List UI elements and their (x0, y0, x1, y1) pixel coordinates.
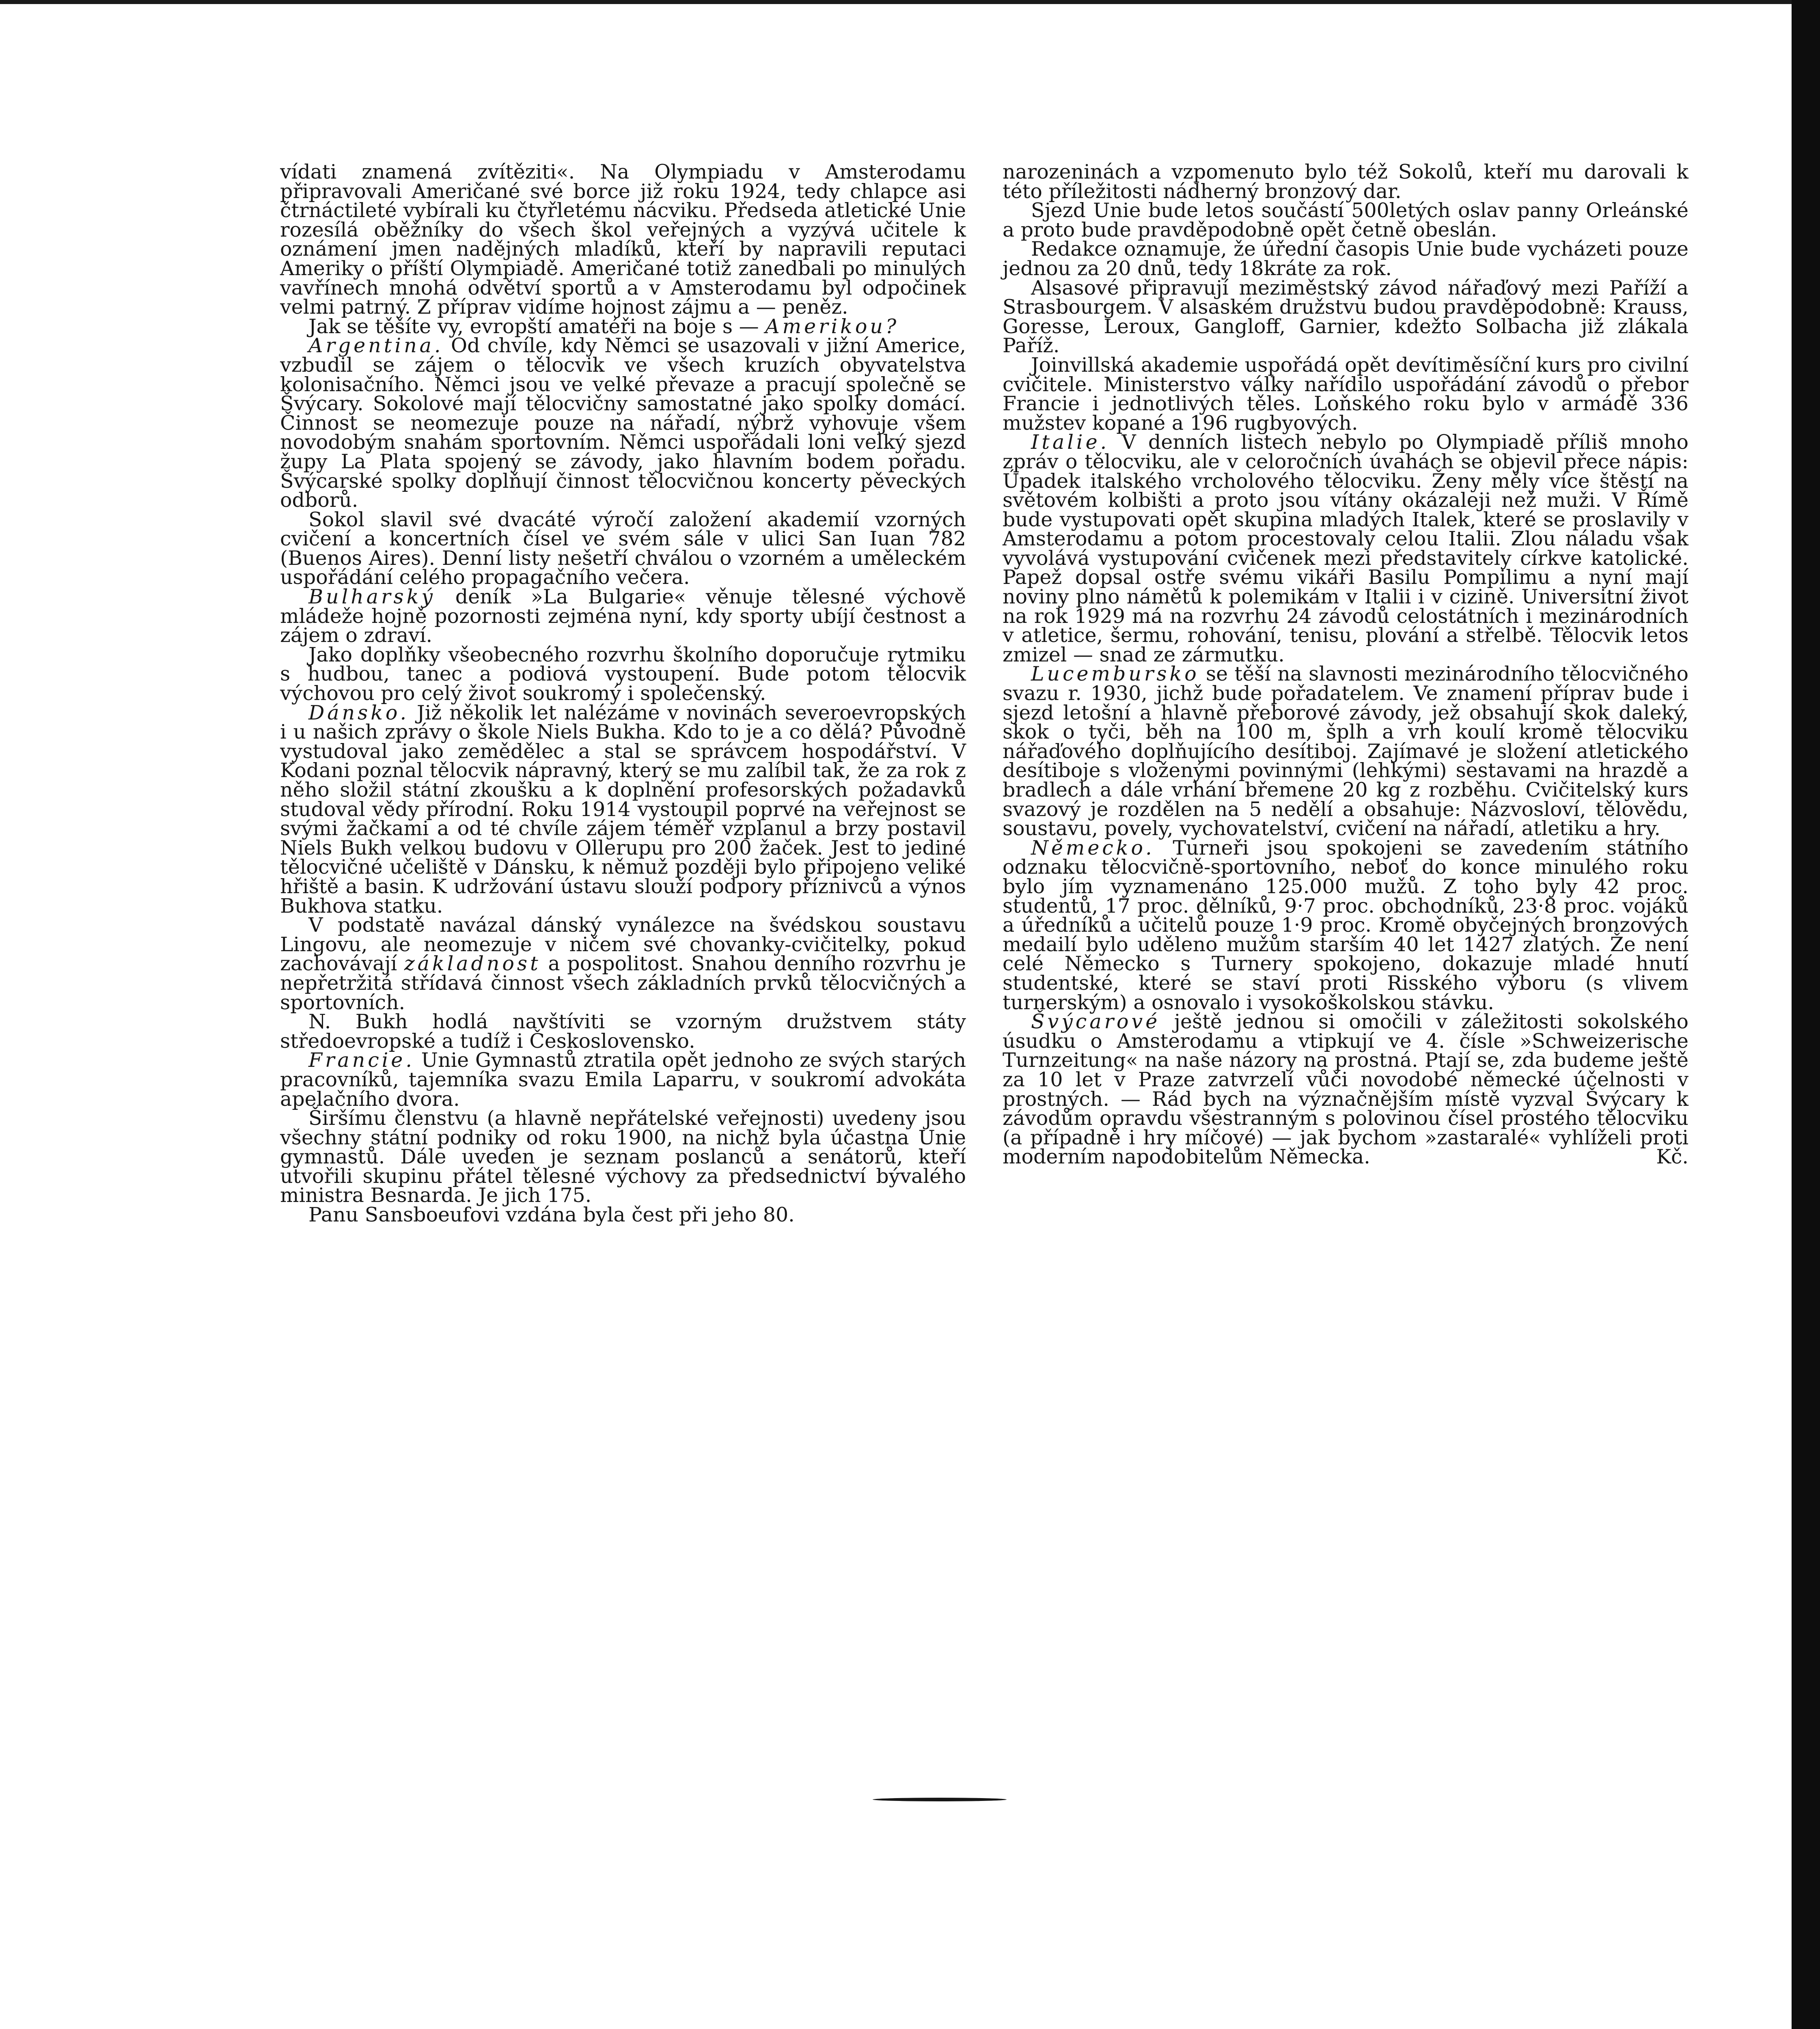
paragraph-italy: Italie. V denních listech nebylo po Olympiadě příliš mnoho zpráv o tělocviku, ale v celoročních úvahách se objevil přece nápis: Úpadek italského vrcholového tělocviku. Ženy měly více štěstí na světovém kolbišti a proto jsou vítány okázaleji než muži. V Římě bude vystupovati opět skupina mladých Italek, které se proslavily v Amsterodamu a potom procestovaly celou Italii. Zlou náladu však vyvolává vystupování cvičenek mezi představitely církve katolické. Papež dopsal ostře svému vikáři Basilu Pompilimu a nyní mají noviny plno námětů k polemikám v Italii i v cizině. Universitní život na rok 1929 má na rozvrhu 24 závodů celostátních i mezinárodních v atletice, šermu, rohování, tenisu, plování a střelbě. Tělocvik letos zmizel — snad ze zármutku. (1003, 431, 1689, 666)
section-lead: Německo. (1031, 836, 1155, 859)
paragraph: Panu Sansboeufovi vzdána byla čest při jeho 80. (308, 1203, 795, 1227)
spaced-word: základnost (404, 952, 541, 976)
section-lead: Švýcarové (1031, 1010, 1160, 1034)
paragraph: narozeninách a vzpomenuto bylo též Sokolů, kteří mu darovali k této příležitosti nádherný bronzový dar. (1003, 160, 1688, 203)
paragraph-switzerland: Švýcarové ještě jednou si omočili v záležitosti sokolského úsudku o Amsterodamu a vtipkují ve 4. čísle »Schweizerische Turnzeitung« na naše názory na prostná. Ptají se, zda budeme ještě za 10 let v Praze zatvrzelí vůči novodobé německé účelnosti v prostných. — Rád bych na význačnějším místě vyzval Švýcary k závodům opravdu všestranným s polovinou čísel prostého tělocviku (a případně i hry míčové) — jak bychom »zastaralé« vyhlíželi proti moderním napodobitelům Německa. Kč. (1003, 1010, 1688, 1169)
section-lead: Bulharský (308, 585, 436, 609)
paragraph: N. Bukh hodlá navštíviti se vzorným družstvem státy středoevropské a tudíž i Československo. (280, 1010, 966, 1053)
paragraph: Jako doplňky všeobecného rozvrhu školního doporučuje rytmiku s hudbou, tanec a podiová vystoupení. Bude potom tělocvik výchovou pro celý život soukromý i společenský. (280, 643, 966, 705)
paragraph: Redakce oznamuje, že úřední časopis Unie bude vycházeti pouze jednou za 20 dnů, tedy 18kráte za rok. (1003, 237, 1688, 280)
section-lead: Argentina. (308, 334, 444, 358)
scan-border-right (1792, 0, 1820, 2029)
author-signature: Kč. (1656, 1145, 1688, 1169)
paragraph-luxembourg: Lucembursko se těší na slavnosti mezinárodního tělocvičného svazu r. 1930, jichž bude pořadatelem. Ve znamení příprav bude i sjezd letošní a hlavně přeborové závody, jež obsahují skok daleký, skok o tyči, běh na 100 m, šplh a vrh koulí kromě tělocviku nářaďového doplňujícího desítiboj. Zajímavé je složení atletického desítiboje s vloženými povinnými (lehkými) sestavami na hrazdě a bradlech a dále vrhání břemene 20 kg z rozběhu. Cvičitelský kurs svazový je rozdělen na 5 nedělí a obsahuje: Názvosloví, tělovědu, soustavu, povely, vychovatelství, cvičení na nářadí, atletiku a hry. (1003, 662, 1688, 840)
paragraph: Širšímu členstvu (a hlavně nepřátelské veřejnosti) uvedeny jsou všechny státní podniky od roku 1900, na nichž byla účastna Unie gymnastů. Dále uveden je seznam poslanců a senátorů, kteří utvořili skupinu přátel tělesné výchovy za předsednictví bývalého ministra Besnarda. Je jich 175. (280, 1107, 966, 1207)
section-divider (873, 1798, 1007, 1801)
right-column (1003, 162, 1688, 1167)
section-lead: Italie. (1031, 431, 1110, 454)
paragraph: V podstatě navázal dánský vynálezce na švédskou soustavu Lingovu, ale neomezuje v ničem své chovanky-cvičitelky, pokud zachovávají základnost a pospolitost. Snahou denního rozvrhu je nepřetržitá střídavá činnost všech základních prvků tělocvičných a sportovních. (280, 913, 966, 1014)
section-lead: Francie. (308, 1049, 415, 1072)
paragraph-bulgaria: Bulharský deník »La Bulgarie« věnuje tělesné výchově mládeže hojně pozornosti zejména nyní, kdy sporty ubíjí čestnost a zájem o zdraví. (280, 585, 966, 647)
paragraph-germany: Německo. Turneři jsou spokojeni se zavedením státního odznaku tělocvičně-sportovního, neboť do konce minulého roku bylo jím vyznamenáno 125.000 mužů. Z toho byly 42 proc. studentů, 17 proc. dělníků, 9·7 proc. obchodníků, 23·8 proc. vojáků a úředníků a učitelů pouze 1·9 proc. Kromě obyčejných bronzových medailí bylo uděleno mužům starším 40 let 1427 zlatých. Že není celé Německo s Turnery spokojeno, dokazuje mladé hnutí studentské, které se staví proti Risského výboru (s vlivem turnerským) a osnovalo i vysokoškolskou stávku. (1003, 836, 1688, 1014)
spaced-word: Amerikou? (765, 314, 899, 338)
section-lead: Lucembursko (1031, 662, 1199, 686)
paragraph: Sjezd Unie bude letos součástí 500letých oslav panny Orleánské a proto bude pravděpodobně opět četně obeslán. (1003, 199, 1688, 241)
paragraph-france: Francie. Unie Gymnastů ztratila opět jednoho ze svých starých pracovníků, tajemníka svazu Emila Laparru, v soukromí advokáta apelačního dvora. (280, 1049, 966, 1111)
paragraph: Jak se těšíte vy, evropští amatéři na boje s — Amerikou? (308, 314, 899, 338)
left-column (280, 162, 966, 1225)
section-lead: Dánsko. (308, 701, 410, 724)
paragraph: Alsasové připravují meziměstský závod nářaďový mezi Paříží a Strasbourgem. V alsaském družstvu budou pravděpodobně: Krauss, Goresse, Leroux, Gangloff, Garnier, kdežto Solbacha již zlákala Paříž. (1003, 276, 1688, 358)
paragraph: Sokol slavil své dvacáté výročí založení akademií vzorných cvičení a koncertních čísel ve svém sále v ulici San Iuan 782 (Buenos Aires). Denní listy nešetří chválou o vzorném a uměleckém uspořádání celého propagačního večera. (280, 508, 966, 589)
paragraph: Joinvillská akademie uspořádá opět devítiměsíční kurs pro civilní cvičitele. Ministerstvo války nařídilo uspořádání závodů o přebor Francie i jednotlivých těles. Loňského roku bylo v armádě 336 mužstev kopané a 196 rugbyových. (1003, 353, 1688, 435)
paragraph-denmark: Dánsko. Již několik let nalézáme v novinách severoevropských i u našich zprávy o škole Niels Bukha. Kdo to je a co dělá? Původně vystudoval jako zemědělec a stal se správcem hospodářství. V Kodani poznal tělocvik nápravný, který se mu zalíbil tak, že za rok z něho složil státní zkoušku a k doplnění profesorských požadavků studoval vědy přírodní. Roku 1914 vystoupil poprvé na veřejnost se svými žačkami a od té chvíle zájem téměř vzplanul a brzy postavil Niels Bukh velkou budovu v Ollerupu pro 200 žaček. Jest to jediné tělocvičné učeliště v Dánsku, k němuž později bylo připojeno veliké hřiště a basin. K udržování ústavu slouží podpory příznivců a výnos Bukhova statku. (280, 701, 966, 918)
paragraph-argentina: Argentina. Od chvíle, kdy Němci se usazovali v jižní Americe, vzbudil se zájem o tělocvik ve všech kruzích obyvatelstva kolonisačního. Němci jsou ve velké převaze a pracují společně se Švýcary. Sokolové mají tělocvičny samostatné jako spolky domácí. Činnost se neomezuje pouze na nářadí, nýbrž vyhovuje všem novodobým snahám sportovním. Němci uspořádali loni velký sjezd župy La Plata spojený se závody, jako hlavním bodem pořadu. Švýcarské spolky doplňují činnost tělocvičnou koncerty pěveckých odborů. (280, 334, 966, 512)
paragraph: vídati znamená zvítěziti«. Na Olympiadu v Amsterodamu připravovali Američané své borce již roku 1924, tedy chlapce asi čtrnáctileté vybírali ku čtyřletému nácviku. Předseda atletické Unie rozesílá oběžníky do všech škol veřejných a vyzývá učitele k oznámení jmen nadějných mladíků, kteří by napravili reputaci Ameriky o příští Olympiadě. Američané totiž zanedbali po minulých vavřínech mnohá odvětví sportů a v Amsterodamu byl odpočinek velmi patrný. Z příprav vidíme hojnost zájmu a — peněz. (280, 160, 966, 319)
scan-border-top (0, 0, 1820, 4)
